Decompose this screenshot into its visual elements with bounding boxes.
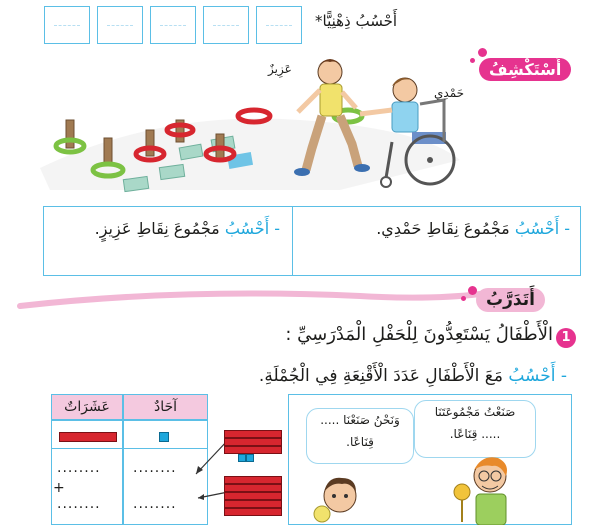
header-tens: عَشَرَاتٌ [51, 394, 123, 420]
question-hamdi: - أَحْسُبُ مَجْمُوعَ نِقَاطِ حَمْدِي. [376, 219, 570, 238]
practice-tag: أَتَدَرَّبُ [476, 288, 545, 312]
label-aziz: عَزِيزٌ [268, 62, 292, 76]
speech-bubble-2: وَنَحْنُ صَنَعْنَا ..... قِنَاعًا. [306, 408, 414, 464]
blank-tens[interactable]: ........ [57, 496, 101, 512]
decor-dot [461, 296, 466, 301]
question-table [43, 206, 581, 276]
exercise-title: الْأَطْفَالُ يَسْتَعِدُّونَ لِلْحَفْلِ الْمَدْرَسِيِّ : [285, 324, 553, 345]
plus-sign: + [53, 480, 65, 496]
blank-tens[interactable]: ........ [57, 460, 101, 476]
answer-box[interactable] [150, 6, 196, 44]
question-aziz: - أَحْسُبُ مَجْمُوعَ نِقَاطِ عَزِيزٍ. [94, 219, 280, 238]
label-hamdi: حَمْدِي [434, 86, 465, 100]
exercise-instruction: - أَحْسُبُ مَعَ الْأَطْفَالِ عَدَدَ الْأَقْنِعَةِ فِي الْجُمْلَةِ. [258, 366, 567, 386]
exercise-number: 1 [556, 328, 576, 348]
blank-units[interactable]: ........ [133, 460, 177, 476]
speech-bubble-1: صَنَعْتُ مَجْمُوعَتَنَا ..... قِنَاعًا. [414, 400, 536, 458]
tens-bar [59, 432, 117, 442]
decor-dot [468, 286, 477, 295]
explore-tag: أَسْتَكْشِفُ [479, 58, 571, 81]
mental-calc-label: أَحْسُبُ ذِهْنِيًّا* [315, 12, 398, 30]
place-value-table [51, 394, 208, 525]
child-illustration [312, 470, 372, 525]
child-illustration [452, 452, 532, 525]
answer-box[interactable] [44, 6, 90, 44]
header-units: آحَادٌ [123, 394, 208, 420]
blank-units[interactable]: ........ [133, 496, 177, 512]
unit-cube [159, 432, 169, 442]
answer-box[interactable] [203, 6, 249, 44]
answer-box[interactable] [97, 6, 143, 44]
answer-box[interactable] [256, 6, 302, 44]
